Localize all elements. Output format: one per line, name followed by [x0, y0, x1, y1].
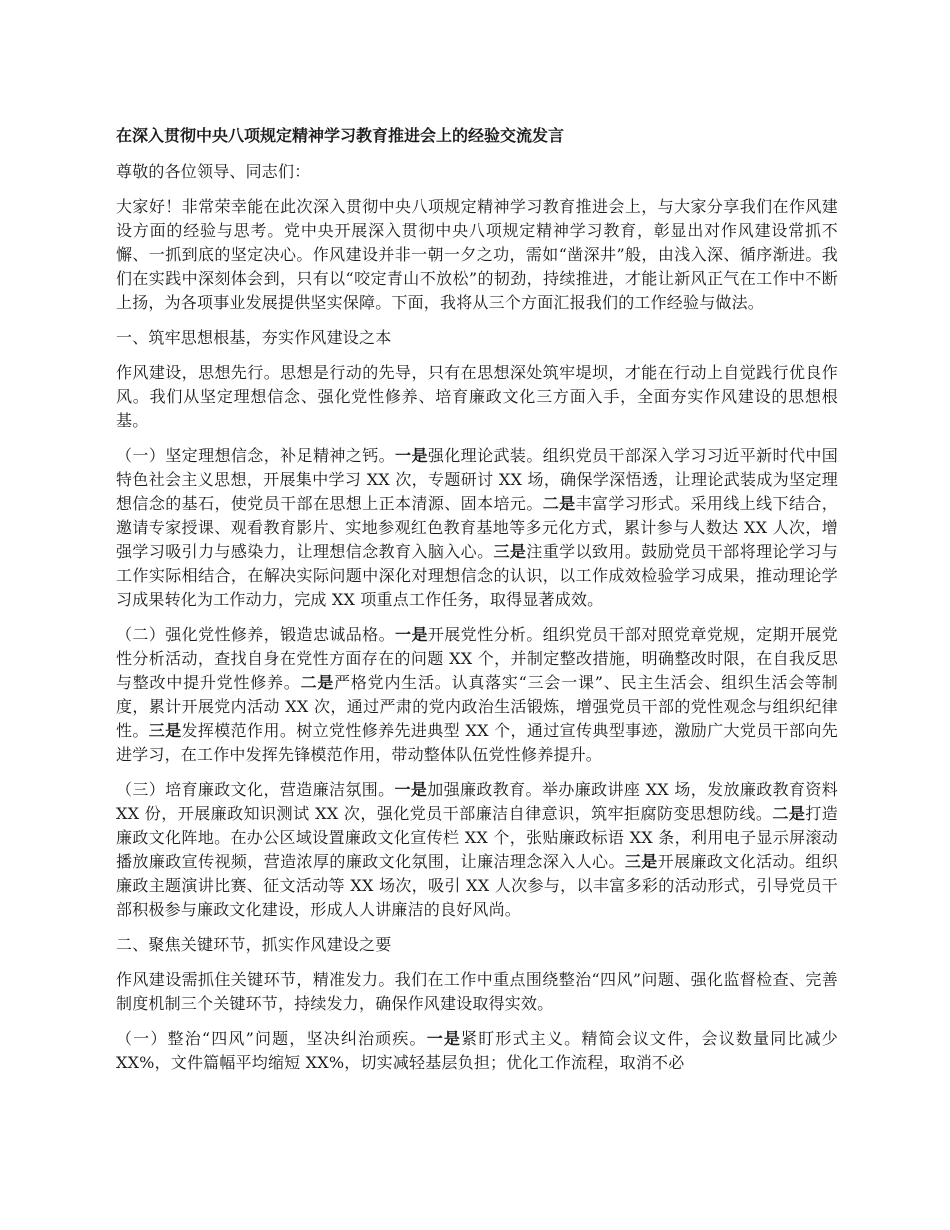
item-title: （三）培育廉政文化，营造廉洁氛围。 — [116, 780, 395, 799]
item-title: （一）整治“四风”问题，坚决纠治顽疾。 — [116, 1029, 427, 1048]
keyword-first: 一是 — [395, 446, 428, 465]
keyword-first: 一是 — [394, 780, 428, 799]
keyword-second: 二是 — [772, 804, 806, 823]
keyword-second: 二是 — [300, 673, 335, 692]
item-text: 开展廉政文化活动。组织廉政主题演讲比赛、征文活动等 XX 场次，吸引 XX 人次参与，以丰富多彩的活动形式，引导党员干部积极参与廉政文化建设，形成人人讲廉洁的良好风尚。 — [116, 852, 838, 919]
document-title: 在深入贯彻中央八项规定精神学习教育推进会上的经验交流发言 — [116, 126, 565, 145]
item-title: （二）强化党性修养，锻造忠诚品格。 — [116, 625, 396, 644]
item-text: 紧盯形式主义。精简会议文件，会议数量同比减少 XX%，文件篇幅平均缩短 XX%，切实减轻基层负担；优化工作流程，取消不必 — [116, 1029, 838, 1072]
section-2-item-1 — [116, 1027, 838, 1075]
keyword-third: 三是 — [148, 721, 182, 740]
section-2-lead: 作风建设需抓住关键环节，精准发力。我们在工作中重点围绕整治“四风”问题、强化监督检查、完善制度机制三个关键环节，持续发力，确保作风建设取得实效。 — [116, 970, 838, 1013]
document-page — [116, 124, 838, 1086]
keyword-third: 三是 — [624, 852, 658, 871]
item-text: 加强廉政教育。举办廉政讲座 XX 场，发放廉政教育资料 XX 份，开展廉政知识测试 XX 次，强化党员干部廉洁自律意识，筑牢拒腐防变思想防线。 — [116, 780, 838, 823]
item-text: 强化理论武装。组织党员干部深入学习习近平新时代中国特色社会主义思想，开展集中学习 XX 次，专题研讨 XX 场，确保学深悟透，让理论武装成为坚定理想信念的基石，使党员干部在思想上正本清源、固本培元。 — [116, 446, 838, 513]
section-2-heading: 二、聚焦关键环节，抓实作风建设之要 — [116, 935, 392, 954]
keyword-third: 三是 — [493, 542, 527, 561]
item-text: 严格党内生活。认真落实“三会一课”、民主生活会、组织生活会等制度，累计开展党内活动 XX 次，通过严肃的党内政治生活锻炼，增强党员干部的党性观念与组织纪律性。 — [116, 673, 839, 740]
section-1-heading: 一、筑牢思想根基，夯实作风建设之本 — [116, 328, 392, 347]
item-title: （一）坚定理想信念，补足精神之钙。 — [116, 446, 396, 465]
item-text: 发挥模范作用。树立党性修养先进典型 XX 个，通过宣传典型事迹，激励广大党员干部向先进学习，在工作中发挥先锋模范作用，带动整体队伍党性修养提升。 — [116, 721, 838, 764]
item-text: 丰富学习形式。采用线上线下结合，邀请专家授课、观看教育影片、实地参观红色教育基地等多元化方式，累计参与人数达 XX 人次，增强学习吸引力与感染力，让理想信念教育入脑入心。 — [116, 494, 838, 561]
section-1-item-2 — [116, 623, 838, 767]
salutation: 尊敬的各位领导、同志们： — [116, 162, 311, 181]
item-text: 打造廉政文化阵地。在办公区域设置廉政文化宣传栏 XX 个，张贴廉政标语 XX 条，利用电子显示屏滚动播放廉政宣传视频，营造浓厚的廉政文化氛围，让廉洁理念深入人心。 — [116, 804, 839, 871]
keyword-second: 二是 — [542, 494, 576, 513]
section-1-item-3 — [116, 778, 838, 922]
intro-paragraph: 大家好！非常荣幸能在此次深入贯彻中央八项规定精神学习教育推进会上，与大家分享我们在作风建设方面的经验与思考。党中央开展深入贯彻中央八项规定精神学习教育，彰显出对作风建设常抓不懈、一抓到底的坚定决心。作风建设并非一朝一夕之功，需如“凿深井”般，由浅入深、循序渐进。我们在实践中深刻体会到，只有以“咬定青山不放松”的韧劲，持续推进，才能让新风正气在工作中不断上扬，为各项事业发展提供坚实保障。下面，我将从三个方面汇报我们的工作经验与做法。 — [116, 197, 838, 312]
item-text: 注重学以致用。鼓励党员干部将理论学习与工作实际相结合，在解决实际问题中深化对理想信念的认识，以工作成效检验学习成果，推动理论学习成果转化为工作动力，完成 XX 项重点工作任务，取得显著成效。 — [116, 542, 838, 609]
item-text: 开展党性分析。组织党员干部对照党章党规，定期开展党性分析活动，查找自身在党性方面存在的问题 XX 个，并制定整改措施，明确整改时限，在自我反思与整改中提升党性修养。 — [116, 625, 838, 692]
keyword-first: 一是 — [395, 625, 428, 644]
section-1-item-1 — [116, 444, 838, 612]
section-1-lead: 作风建设，思想先行。思想是行动的先导，只有在思想深处筑牢堤坝，才能在行动上自觉践行优良作风。我们从坚定理想信念、强化党性修养、培育廉政文化三方面入手，全面夯实作风建设的思想根基。 — [116, 363, 838, 430]
keyword-first: 一是 — [426, 1029, 462, 1048]
